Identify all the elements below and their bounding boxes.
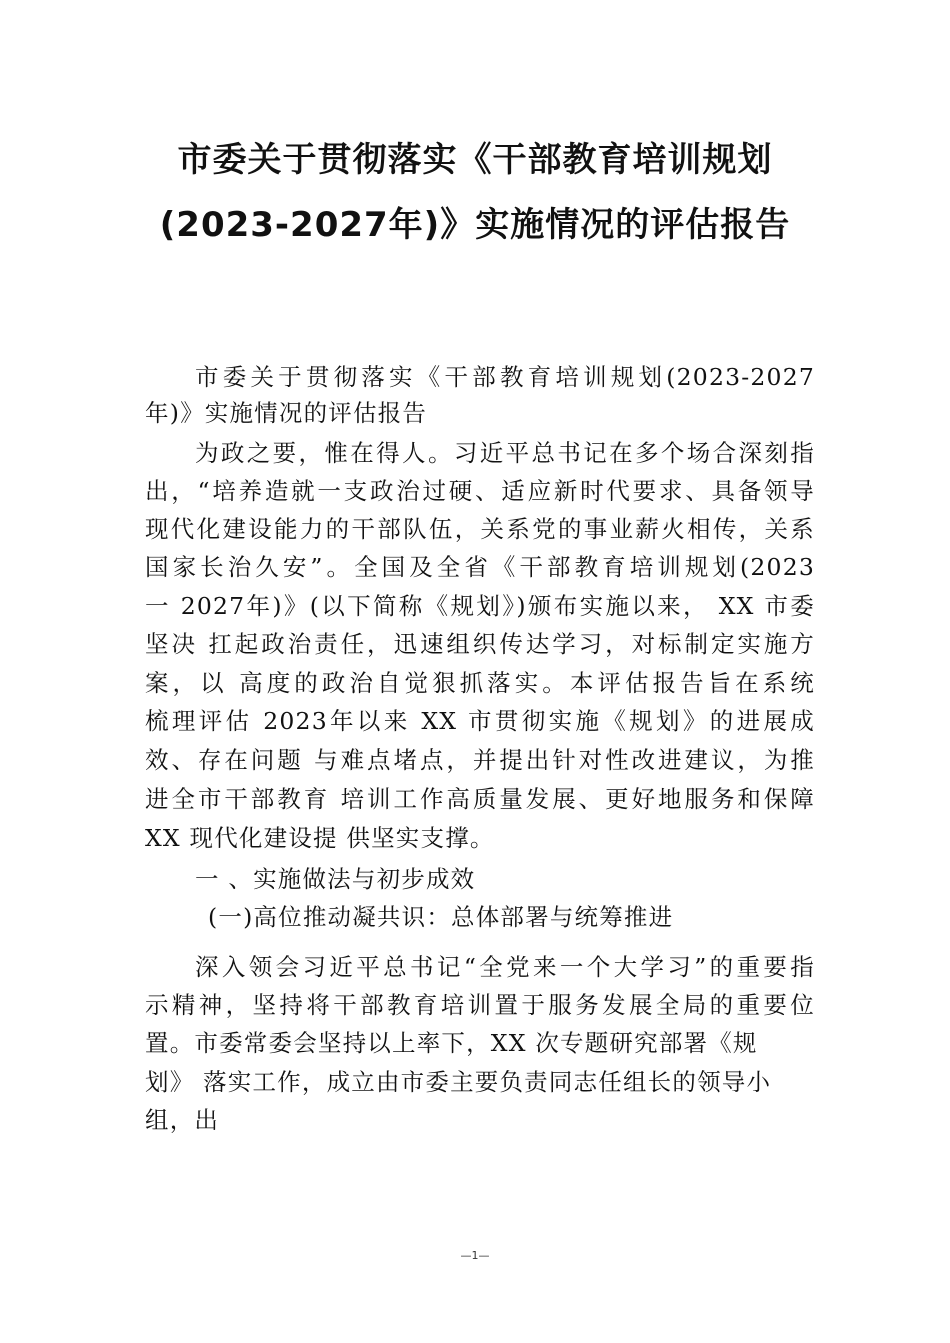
body-line: 深入领会习近平总书记“全党来一个大学习”的重要指 [195,953,815,981]
document-title-line-2: (2023-2027年)》实施情况的评估报告 [159,205,791,245]
body-line: 一 2027年)》(以下简称《规划》)颁布实施以来， XX 市委 [145,592,815,620]
subsection-heading: (一)高位推动凝共识：总体部署与统筹推进 [208,903,674,931]
body-line: 市委关于贯彻落实《干部教育培训规划(2023-2027 [195,363,815,391]
body-line: XX 现代化建设提 供坚实支撑。 [145,824,495,852]
body-line: 出，“培养造就一支政治过硬、适应新时代要求、具备领导 [145,477,815,505]
body-line: 年)》实施情况的评估报告 [145,399,428,427]
body-line: 现代化建设能力的干部队伍，关系党的事业薪火相传，关系 [145,515,815,543]
document-title-line-1: 市委关于贯彻落实《干部教育培训规划 [177,140,773,180]
body-line: 组，出 [145,1106,220,1134]
body-line: 国家长治久安”。全国及全省《干部教育培训规划(2023 [145,553,815,581]
body-line: 为政之要，惟在得人。习近平总书记在多个场合深刻指 [195,439,815,467]
body-line: 置。市委常委会坚持以上率下，XX 次专题研究部署《规 [145,1029,758,1057]
body-line: 进全市干部教育 培训工作高质量发展、更好地服务和保障 [145,785,815,813]
body-line: 示精神，坚持将干部教育培训置于服务发展全局的重要位 [145,991,815,1019]
body-line: 效、存在问题 与难点堵点，并提出针对性改进建议，为推 [145,746,815,774]
body-line: 坚决 扛起政治责任，迅速组织传达学习，对标制定实施方 [145,630,815,658]
body-line: 梳理评估 2023年以来 XX 市贯彻实施《规划》的进展成 [145,707,815,735]
page-number: —1— [460,1249,490,1262]
section-heading: 一 、实施做法与初步成效 [195,865,476,893]
body-line: 划》 落实工作，成立由市委主要负责同志任组长的领导小 [145,1068,772,1096]
body-line: 案，以 高度的政治自觉狠抓落实。本评估报告旨在系统 [145,669,815,697]
